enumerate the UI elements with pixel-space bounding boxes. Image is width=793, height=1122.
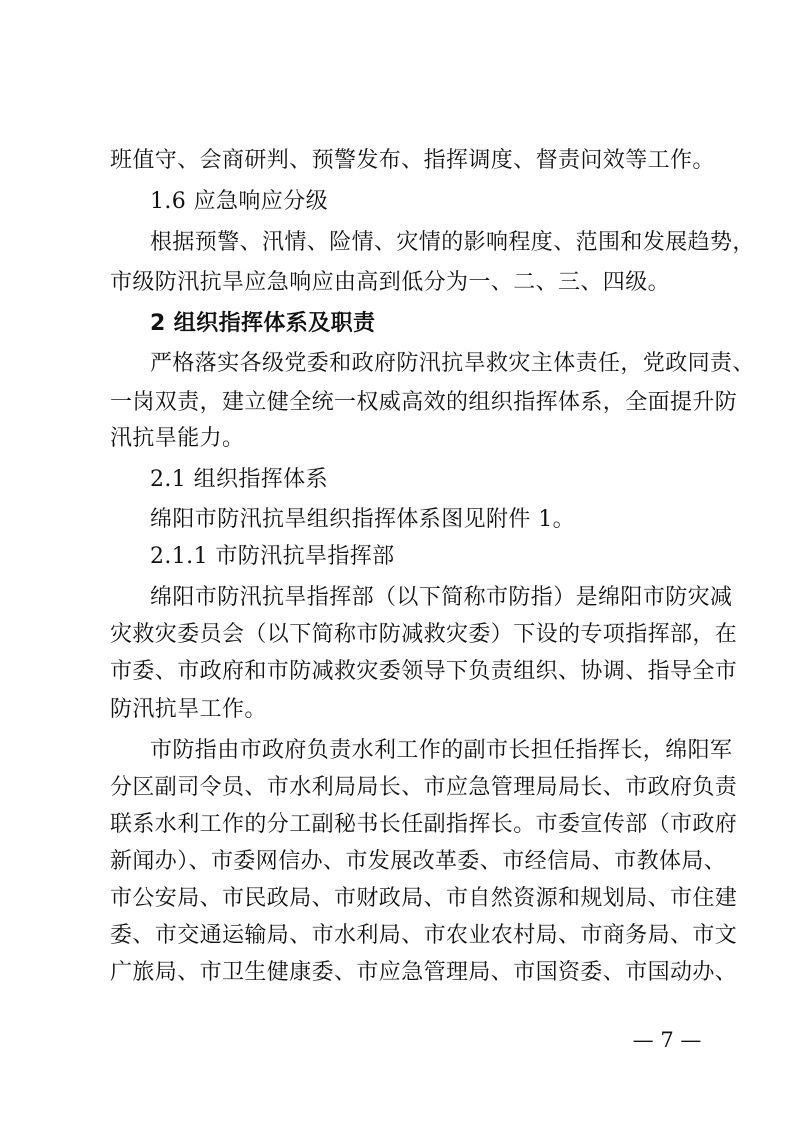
body-text-line: 一岗双责，建立健全统一权威高效的组织指挥体系，全面提升防: [110, 390, 738, 415]
section-heading-2: 2 组织指挥体系及职责: [150, 311, 376, 336]
body-text-line: 市防指由市政府负责水利工作的副市长担任指挥长，绵阳军: [150, 738, 733, 763]
body-text-line: 汛抗旱能力。: [110, 426, 245, 451]
section-heading-2-1-1: 2.1.1 市防汛抗旱指挥部: [150, 544, 395, 569]
body-text-line: 市委、市政府和市防减救灾委领导下负责组织、协调、指导全市: [110, 659, 738, 684]
body-text-line: 新闻办）、市委网信办、市发展改革委、市经信局、市教体局、: [110, 849, 727, 874]
body-text-line: 严格落实各级党委和政府防汛抗旱救灾主体责任，党政同责、: [150, 351, 755, 376]
body-text-line: 委、市交通运输局、市水利局、市农业农村局、市商务局、市文: [110, 923, 738, 948]
body-text-line: 联系水利工作的分工副秘书长任副指挥长。市委宣传部（市政府: [110, 812, 738, 837]
body-text-line: 市级防汛抗旱应急响应由高到低分为一、二、三、四级。: [110, 270, 671, 295]
body-text-line: 市公安局、市民政局、市财政局、市自然资源和规划局、市住建: [110, 886, 738, 911]
body-text-line: 防汛抗旱工作。: [110, 697, 267, 722]
body-text-line: 绵阳市防汛抗旱指挥部（以下简称市防指）是绵阳市防灾减: [150, 585, 733, 610]
body-text-line: 分区副司令员、市水利局局长、市应急管理局局长、市政府负责: [110, 775, 738, 800]
page-number: — 7 —: [632, 1028, 702, 1052]
body-text-line: 灾救灾委员会（以下简称市防减救灾委）下设的专项指挥部，在: [110, 622, 738, 647]
body-text-line: 根据预警、汛情、险情、灾情的影响程度、范围和发展趋势，: [150, 230, 755, 255]
body-text-line: 班值守、会商研判、预警发布、指挥调度、督责问效等工作。: [110, 148, 715, 173]
section-heading-2-1: 2.1 组织指挥体系: [150, 467, 328, 492]
section-heading-1-6: 1.6 应急响应分级: [150, 189, 328, 214]
body-text-line: 绵阳市防汛抗旱组织指挥体系图见附件 1。: [150, 507, 575, 532]
body-text-line: 广旅局、市卫生健康委、市应急管理局、市国资委、市国动办、: [110, 960, 738, 985]
